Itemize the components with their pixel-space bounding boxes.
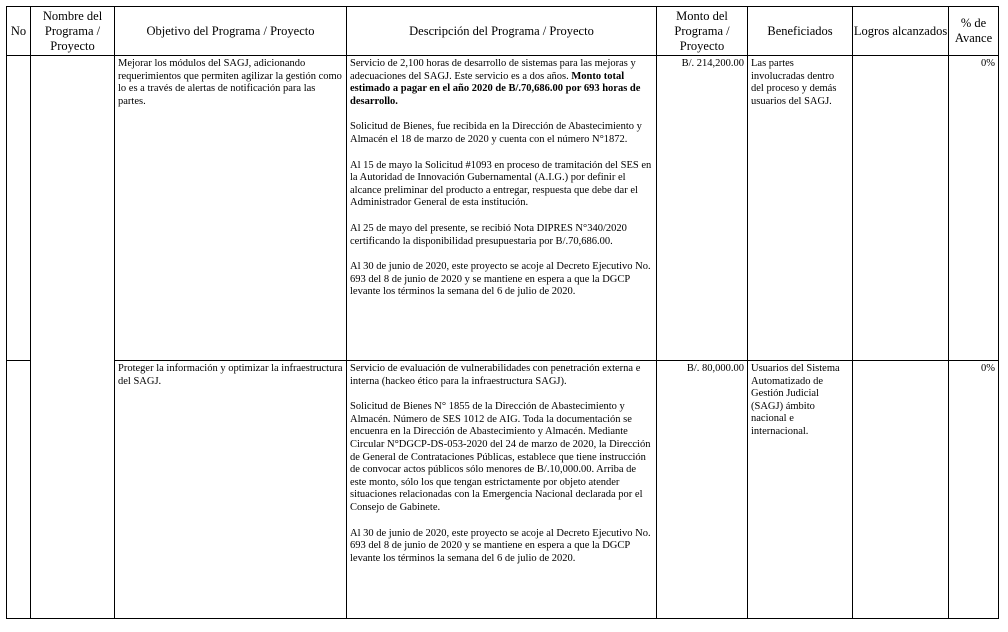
cell-beneficiados: [748, 361, 853, 619]
header-row: [7, 7, 999, 56]
header-descripcion: Descripción del Programa / Proyecto: [347, 7, 657, 56]
cell-avance: [949, 56, 999, 361]
beneficiados-text: Las partes involucradas dentro del proceso y demás usuarios del SAGJ.: [751, 58, 837, 107]
cell-objetivo: [115, 56, 347, 361]
table-row: [7, 56, 999, 361]
cell-descripcion: [347, 56, 657, 361]
descripcion-paragraph: Al 15 de mayo la Solicitud #1093 en proceso de tramitación del SES en la Autoridad de Innovación Gubernamental (A.I.G.) por definir el alcance preliminar del producto a entregar, respuesta que debe dar el Administrador General de esta institución.: [350, 159, 652, 209]
avance-value: 0%: [981, 58, 995, 69]
header-logros: Logros alcanzados: [853, 7, 949, 56]
descripcion-text: Servicio de 2,100 horas de desarrollo de sistemas para las mejoras y adecuaciones del SAGJ. Este servicio es a dos años.: [350, 58, 636, 82]
header-nombre: Nombre del Programa / Proyecto: [31, 7, 115, 56]
descripcion-paragraph: Solicitud de Bienes N° 1855 de la Dirección de Abastecimiento y Almacén. Número de SES 1012 de AIG. Toda la documentación se encuenra en la Dirección de Abastecimiento y Almacén. Mediante Circular N°DGCP-DS-053-2020 del 24 de marzo de 2020, la Dirección de General de Contrataciones Públicas, establece que tiene instrucción de convocar actos públicos sólo menores de B/.10,000.00. Arriba de este monto, sólo los que tengan estrictamente por objeto atender situaciones relacionadas con la Emergencia Nacional declarada por el Consejo de Gabinete.: [350, 401, 651, 513]
cell-descripcion: [347, 361, 657, 619]
header-monto: Monto del Programa / Proyecto: [657, 7, 748, 56]
descripcion-paragraph: [350, 58, 653, 108]
cell-logros: [853, 361, 949, 619]
descripcion-paragraph: Al 30 de junio de 2020, este proyecto se acoje al Decreto Ejecutivo No. 693 del 8 de junio de 2020 y se mantiene en espera a que la DGCP levante los términos la semana del 6 de julio de 2020.: [350, 261, 651, 298]
cell-beneficiados: [748, 56, 853, 361]
objetivo-text: Mejorar los módulos del SAGJ, adicionando requerimientos que permiten agilizar la gestión como lo es a través de alertas de notificación para las partes.: [118, 58, 342, 107]
header-objetivo: Objetivo del Programa / Proyecto: [115, 7, 347, 56]
descripcion-paragraph: Al 30 de junio de 2020, este proyecto se acoje al Decreto Ejecutivo No. 693 del 8 de junio de 2020 y se mantiene en espera a que la DGCP levante los términos la semana del 6 de julio de 2020.: [350, 527, 651, 564]
monto-value: B/. 214,200.00: [681, 58, 744, 69]
header-avance: % de Avance: [949, 7, 999, 56]
cell-logros: [853, 56, 949, 361]
header-no: No: [7, 7, 31, 56]
descripcion-bold-text: Monto total estimado a pagar en el año 2020 de B/.70,686.00 por 693 horas de desarrollo.: [350, 70, 641, 107]
avance-value: 0%: [981, 363, 995, 374]
objetivo-text: Proteger la información y optimizar la infraestructura del SAGJ.: [118, 363, 343, 387]
program-table: [6, 6, 999, 619]
table-row: [7, 361, 999, 619]
cell-no: [7, 361, 31, 619]
descripcion-paragraph: Servicio de evaluación de vulnerabilidades con penetración externa e interna (hackeo ético para la infraestructura SAGJ).: [350, 363, 641, 387]
cell-monto: [657, 361, 748, 619]
beneficiados-text: Usuarios del Sistema Automatizado de Gestión Judicial (SAGJ) ámbito nacional e internacional.: [751, 363, 840, 437]
header-beneficiados: Beneficiados: [748, 7, 853, 56]
descripcion-paragraph: Solicitud de Bienes, fue recibida en la Dirección de Abastecimiento y Almacén el 18 de marzo de 2020 y cuenta con el número N°1872.: [350, 121, 642, 145]
cell-objetivo: [115, 361, 347, 619]
monto-value: B/. 80,000.00: [686, 363, 744, 374]
cell-nombre: [31, 56, 115, 619]
descripcion-paragraph: Al 25 de mayo del presente, se recibió Nota DIPRES N°340/2020 certificando la disponibilidad presupuestaria por B/.70,686.00.: [350, 222, 627, 247]
cell-avance: [949, 361, 999, 619]
cell-monto: [657, 56, 748, 361]
cell-no: [7, 56, 31, 361]
